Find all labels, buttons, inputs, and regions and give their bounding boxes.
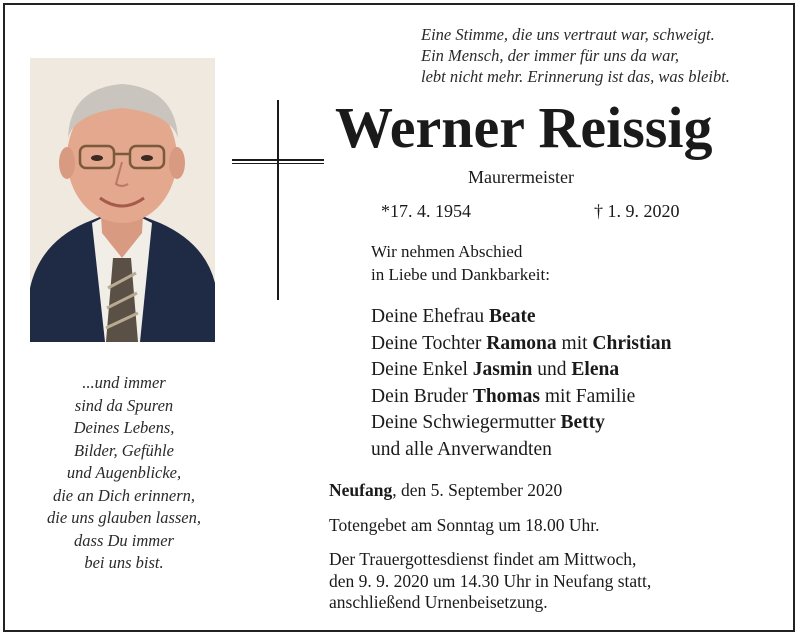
poem-line: Bilder, Gefühle [74, 440, 174, 460]
poem-line: die an Dich erinnern, [52, 485, 196, 505]
poem-line: die uns glauben lassen, [47, 508, 201, 527]
quote-line: Ein Mensch, der immer für uns da war, [421, 46, 680, 65]
mourner-line [371, 304, 672, 331]
poem-line: ...und immer [82, 373, 166, 392]
mourner-connector: mit [556, 332, 593, 354]
portrait-photo [30, 58, 215, 342]
poem-line: dass Du immer [74, 530, 174, 550]
place-town: Neufang [329, 480, 393, 500]
opening-quote [421, 24, 791, 87]
prayer-notice: Totengebet am Sonntag um 18.00 Uhr. [329, 515, 600, 535]
mourner-line [371, 357, 672, 384]
mourner-line [371, 437, 672, 464]
mourner-relation: Deine Ehefrau [371, 306, 490, 327]
mourner-relation: Deine Schwiegermutter [371, 412, 561, 433]
mourner-name: Christian [592, 332, 672, 354]
mourner-connector: und [532, 359, 572, 380]
place-date-text: , den 5. September 2020 [392, 480, 563, 500]
mourner-relation: Deine Enkel [371, 359, 473, 380]
death-date: † 1. 9. 2020 [594, 201, 680, 221]
mourner-relation: Deine Tochter [371, 332, 487, 354]
farewell-line: Wir nehmen Abschied [371, 242, 523, 261]
mourner-name: Jasmin [472, 359, 533, 380]
poem-line: sind da Spuren [74, 395, 174, 415]
service-line: Der Trauergottesdienst findet am Mittwoch, [329, 549, 637, 569]
mourner-name: Thomas [472, 385, 540, 407]
service-notice [329, 549, 651, 614]
deceased-name: Werner Reissig [335, 95, 713, 160]
mourner-relation: Dein Bruder [371, 385, 473, 407]
occupation: Maurermeister [468, 167, 574, 187]
farewell-text [371, 240, 550, 286]
mourner-name: Elena [571, 359, 620, 380]
mourner-connector: mit Familie [540, 385, 636, 407]
service-line: anschließend Urnenbeisetzung. [329, 592, 548, 612]
poem-line: bei uns bist. [84, 553, 164, 572]
quote-line: lebt nicht mehr. Erinnerung ist das, was bleibt. [421, 67, 730, 86]
mourner-line [371, 384, 672, 411]
place-date [329, 479, 562, 501]
poem-line: und Augenblicke, [66, 463, 182, 482]
farewell-line: in Liebe und Dankbarkeit: [371, 265, 550, 284]
mourner-line [371, 410, 672, 437]
mourners-list [371, 304, 672, 463]
mourner-line [371, 331, 672, 358]
mourner-name: Ramona [486, 332, 557, 354]
mourner-name: Beate [489, 306, 536, 327]
quote-line: Eine Stimme, die uns vertraut war, schweigt. [421, 25, 715, 44]
birth-date: *17. 4. 1954 [381, 201, 471, 221]
mourner-relation: und alle Anverwandten [371, 438, 552, 460]
memorial-poem [22, 372, 226, 575]
mourner-name: Betty [560, 412, 605, 433]
poem-line: Deines Lebens, [73, 418, 175, 437]
service-line: den 9. 9. 2020 um 14.30 Uhr in Neufang statt, [329, 570, 652, 591]
memorial-cross [232, 100, 324, 300]
